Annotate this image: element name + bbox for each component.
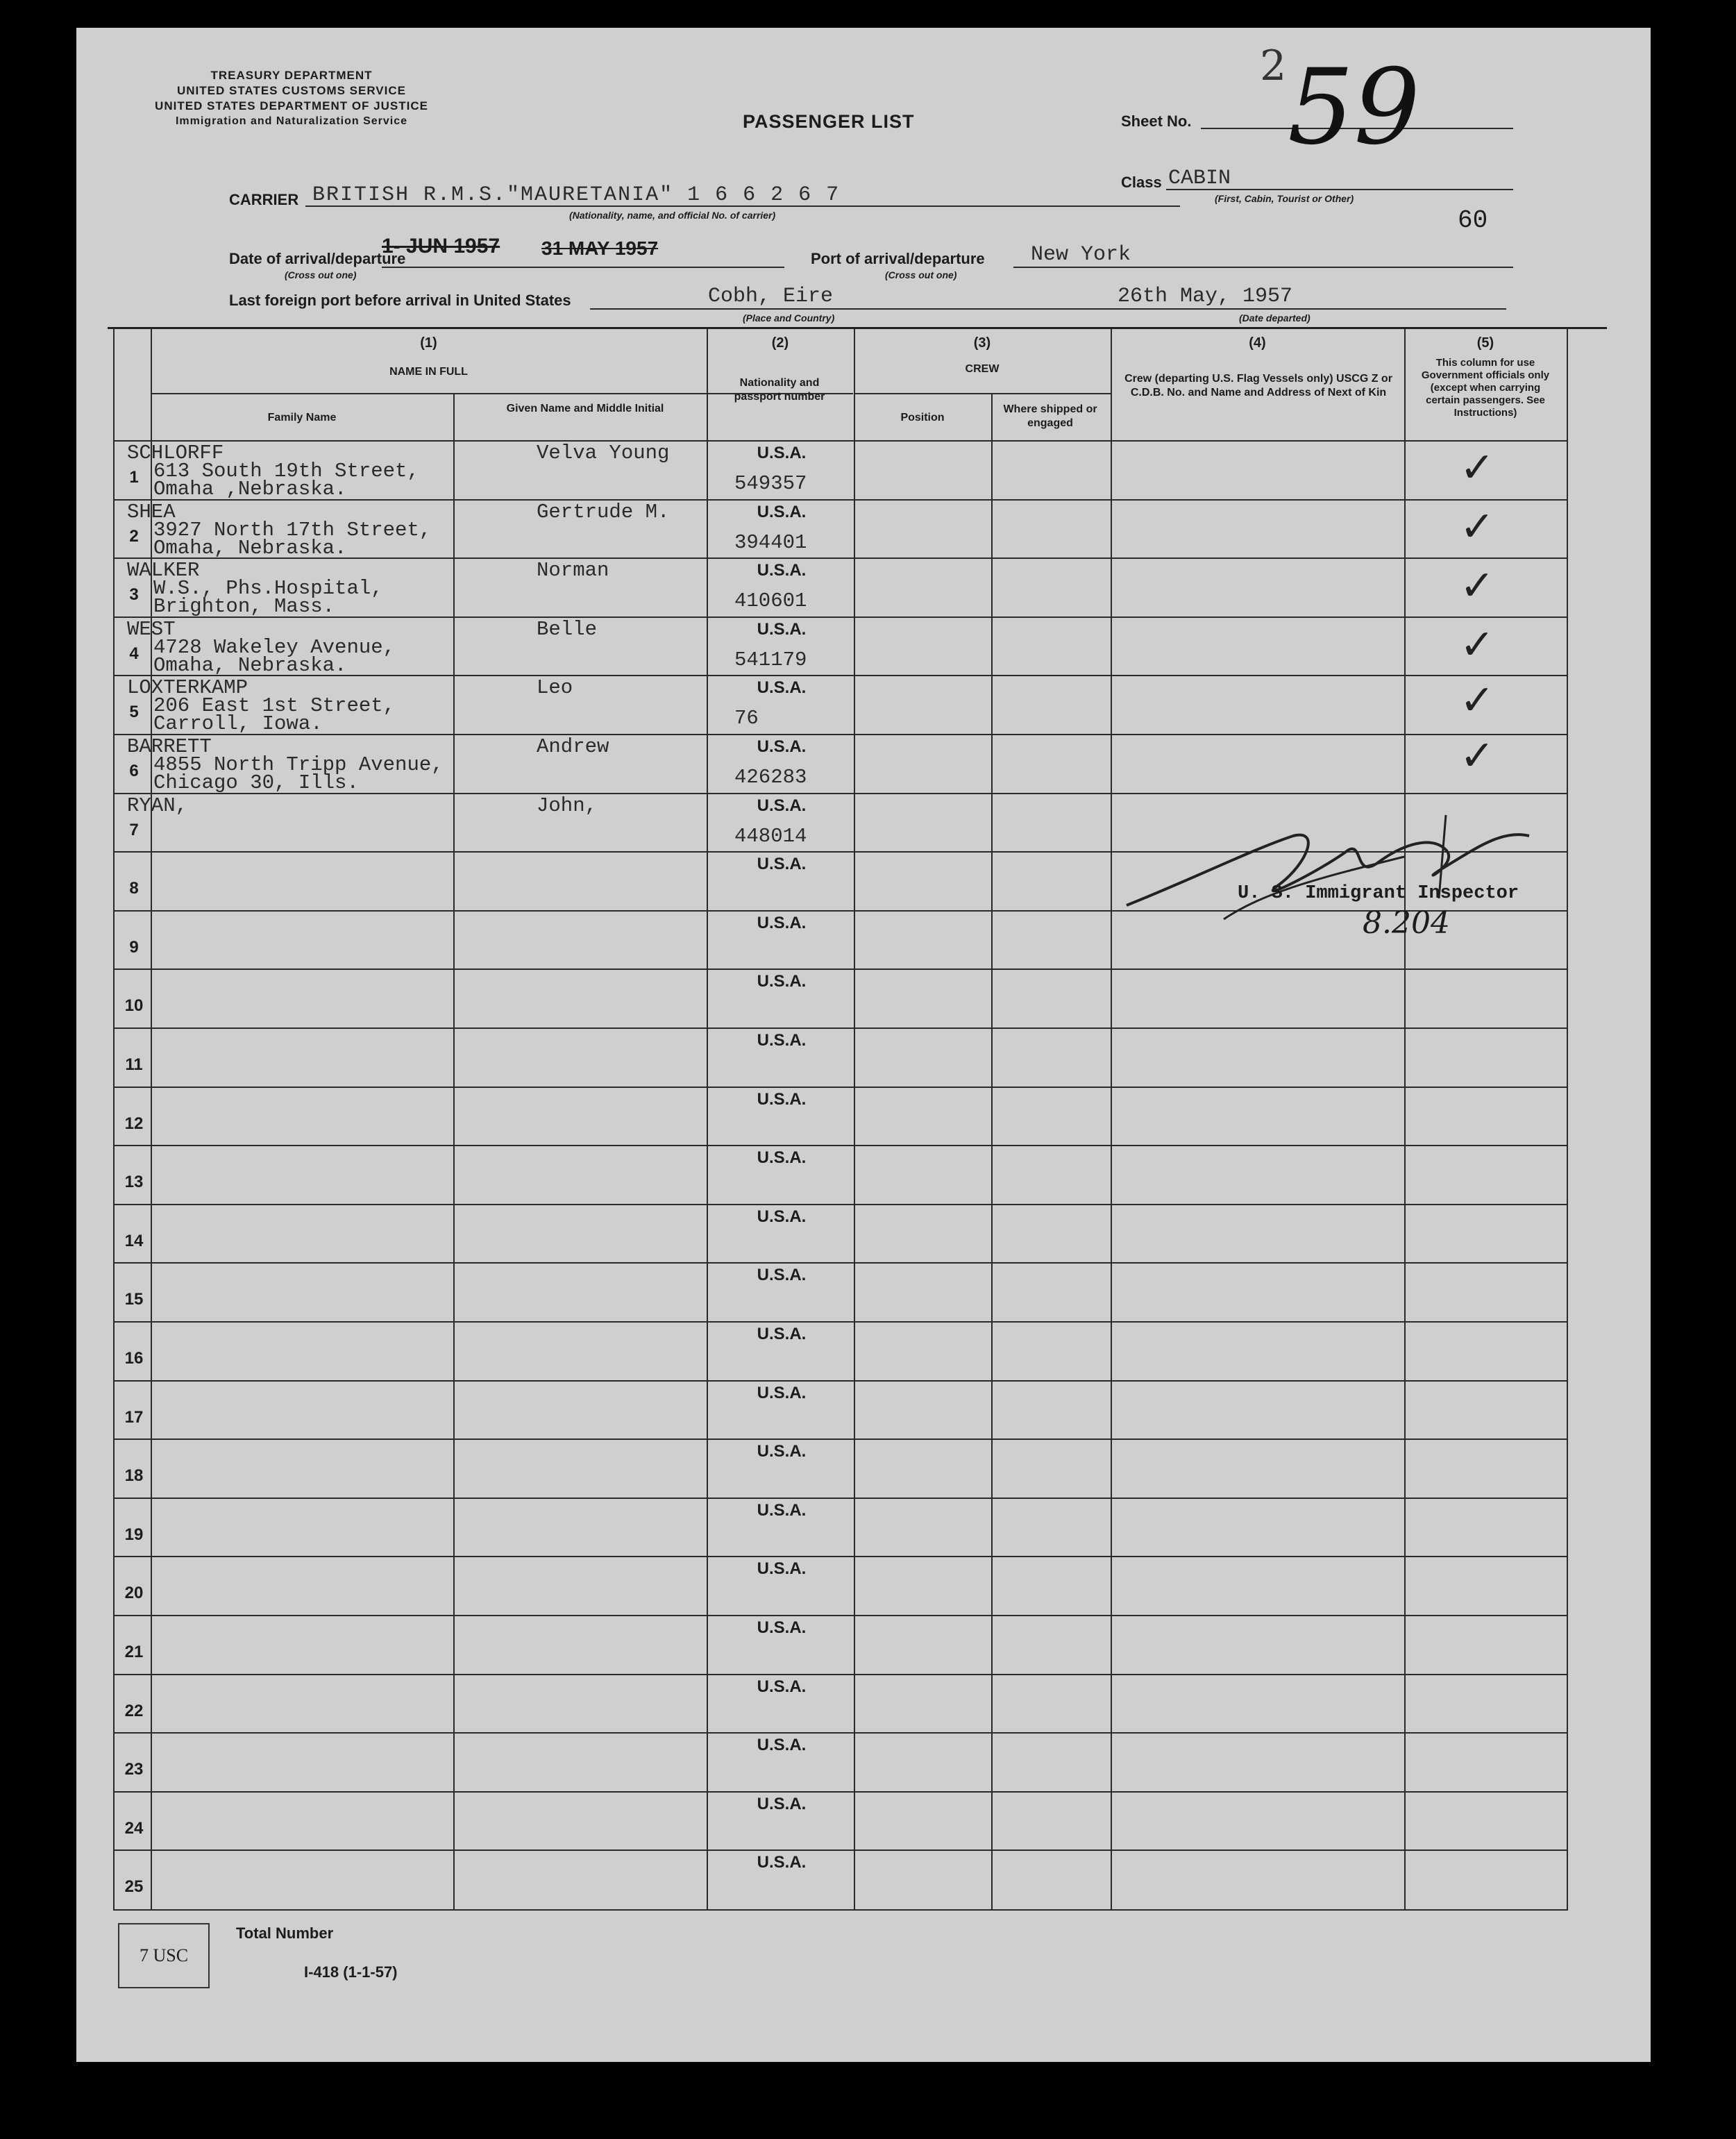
col5-number: (5) [1476,335,1494,351]
nationality-value: U.S.A. [757,619,807,639]
date-stamp-2: 31 MAY 1957 [541,237,659,259]
row-number: 7 [129,820,139,839]
row-number: 10 [124,996,144,1016]
inspector-title: U. S. Immigrant Inspector [1238,883,1519,904]
address-line-1: 4728 Wakeley Avenue, [153,635,396,659]
carrier-hint: (Nationality, name, and official No. of carrier) [569,210,776,221]
address-line-2: Omaha, Nebraska. [153,653,347,677]
row-number: 13 [124,1173,144,1192]
class-label: Class [1121,174,1162,191]
nationality-value: U.S.A. [757,1148,807,1168]
header-bottom-line [113,440,1568,442]
header-sub-line-crew [854,393,1111,394]
row-divider [113,1027,1568,1029]
check-mark-icon: ✓ [1460,503,1495,551]
nationality-value: U.S.A. [757,1442,807,1461]
col-div-family [453,393,455,1911]
nationality-value: U.S.A. [757,1736,807,1755]
row-number: 14 [124,1231,144,1250]
row-divider [113,1087,1568,1088]
row-number: 2 [129,526,139,546]
class-value: CABIN [1168,167,1231,190]
address-line-1: 4855 North Tripp Avenue, [153,753,444,776]
row-number: 17 [124,1407,144,1427]
page-number: 60 [1458,206,1488,235]
row-divider [113,793,1568,794]
class-underline [1166,189,1513,190]
form-number: I-418 (1-1-57) [304,1963,398,1981]
foreign-port-label: Last foreign port before arrival in United States [229,292,571,309]
row-number: 12 [124,1114,144,1133]
passport-number: 426283 [734,766,807,789]
address-line-2: Brighton, Mass. [153,595,335,619]
row-number: 3 [129,585,139,605]
row-divider [113,1438,1568,1440]
given-name: Andrew [537,735,609,758]
nationality-value: U.S.A. [757,972,807,991]
given-name: Norman [537,559,609,582]
nationality-heading: Nationality and passport number [734,377,825,403]
nationality-value: U.S.A. [757,1559,807,1579]
col4-number: (4) [1249,335,1266,351]
row-number: 6 [129,762,139,780]
passport-number: 76 [734,707,759,730]
row-divider [113,1321,1568,1323]
family-name: RYAN, [127,794,188,817]
given-name: Belle [537,617,598,641]
agency-line: UNITED STATES DEPARTMENT OF JUSTICE [155,99,428,112]
row-divider [113,1674,1568,1675]
address-line-2: Omaha, Nebraska. [153,536,347,560]
name-in-full-heading: NAME IN FULL [389,366,468,378]
foreign-port-hint: (Place and Country) [743,312,835,324]
nationality-value: U.S.A. [757,444,807,462]
given-name-heading: Given Name and Middle Initial [506,403,664,414]
row-divider [113,1556,1568,1557]
row-number: 20 [124,1584,144,1603]
carrier-value: BRITISH R.M.S."MAURETANIA" 1 6 6 2 6 7 [312,183,841,207]
row-divider [113,1732,1568,1734]
address-line-1: 206 East 1st Street, [153,694,396,718]
date-stamp-1: 1- JUN 1957 [382,235,500,258]
row-number: 24 [124,1818,144,1838]
address-line-1: 3927 North 17th Street, [153,518,432,542]
row-number: 15 [124,1290,144,1309]
nationality-value: U.S.A. [757,796,807,815]
row-divider [113,1791,1568,1793]
given-name: Gertrude M. [537,500,670,523]
col-div-position [991,393,993,1911]
nationality-value: U.S.A. [757,502,807,521]
foreign-port-underline [590,308,1131,310]
row-divider [113,1204,1568,1205]
family-name: WALKER [127,559,200,582]
row-number: 22 [124,1701,144,1720]
row-number: 19 [124,1525,144,1544]
nationality-value: U.S.A. [757,913,807,932]
position-heading: Position [900,412,945,423]
row-number: 25 [124,1877,144,1897]
nationality-value: U.S.A. [757,1031,807,1050]
row-number: 11 [125,1055,143,1074]
nationality-value: U.S.A. [757,561,807,580]
nationality-value: U.S.A. [757,1853,807,1872]
check-mark-icon: ✓ [1460,676,1495,725]
nationality-value: U.S.A. [757,678,807,698]
crew-note-heading: Crew (departing U.S. Flag Vessels only) USCG Z or C.D.B. No. and Name and Address of Next of Kin [1124,373,1392,399]
address-line-1: 613 South 19th Street, [153,460,419,483]
row-number: 1 [129,468,139,487]
nationality-value: U.S.A. [757,1383,807,1402]
row-divider [113,1498,1568,1499]
agency-line: UNITED STATES CUSTOMS SERVICE [176,84,406,97]
nationality-value: U.S.A. [757,1794,807,1813]
row-divider [113,499,1568,501]
given-name: Velva Young [537,442,670,464]
sheet-prefix: 2 [1260,42,1287,90]
row-number: 18 [124,1466,144,1486]
col1-number: (1) [420,335,437,351]
nationality-value: U.S.A. [757,1266,807,1285]
row-number: 9 [129,937,139,957]
passport-number: 448014 [734,824,807,848]
nationality-value: U.S.A. [757,1618,807,1637]
port-label: Port of arrival/departure [811,250,985,267]
passport-number: 541179 [734,648,807,671]
port-value: New York [1031,243,1131,267]
family-name: SHEA [127,500,176,523]
family-name: WEST [127,617,176,641]
address-line-2: Omaha ,Nebraska. [153,478,347,501]
carrier-label: CARRIER [229,191,299,208]
row-divider [113,1145,1568,1146]
inspector-signature [1113,808,1564,933]
row-number: 4 [129,644,139,663]
row-divider [113,557,1568,559]
total-number-label: Total Number [236,1924,334,1942]
port-hint: (Cross out one) [885,269,957,280]
nationality-value: U.S.A. [757,1089,807,1109]
table-border-bottom [113,1909,1568,1911]
row-divider [113,1849,1568,1851]
carrier-underline [305,205,1180,207]
date-departed-value: 26th May, 1957 [1118,285,1293,308]
check-mark-icon: ✓ [1460,444,1495,492]
check-mark-icon: ✓ [1460,732,1495,780]
sheet-number: 59 [1288,47,1420,168]
row-number: 21 [124,1643,144,1661]
date-hint: (Cross out one) [285,269,357,280]
nationality-value: U.S.A. [757,1677,807,1696]
row-number: 5 [129,703,139,722]
address-line-2: Chicago 30, Ills. [153,771,359,794]
date-departed-underline [1076,308,1506,310]
row-number: 16 [124,1349,144,1368]
passenger-table [113,329,1568,1911]
col3-number: (3) [973,335,991,351]
class-hint: (First, Cabin, Tourist or Other) [1215,193,1354,204]
stamp-text: 7 USC [139,1945,189,1965]
row-divider [113,1380,1568,1382]
stamp-box [118,1923,210,1988]
agency-line: Immigration and Naturalization Service [175,115,408,127]
nationality-value: U.S.A. [757,855,807,874]
row-divider [113,734,1568,735]
address-line-1: W.S., Phs.Hospital, [153,577,383,601]
nationality-value: U.S.A. [757,1500,807,1520]
inspector-number: 8.204 [1363,905,1450,941]
row-number: 8 [129,879,139,898]
gov-note-heading: This column for use Government officials only (except when carrying certain passengers. See Instructions) [1421,357,1550,419]
check-mark-icon: ✓ [1460,562,1495,610]
given-name: Leo [537,676,573,700]
port-underline [1013,267,1513,268]
crew-heading: CREW [965,363,1000,375]
date-label: Date of arrival/departure [229,250,406,267]
date-underline [382,267,784,268]
row-number: 23 [124,1760,144,1779]
date-departed-hint: (Date departed) [1239,312,1311,324]
given-name: John, [537,794,598,817]
row-divider [113,1615,1568,1616]
page-title: PASSENGER LIST [743,111,915,132]
nationality-value: U.S.A. [757,1325,807,1343]
row-divider [113,1262,1568,1264]
passport-number: 549357 [734,472,807,495]
passport-number: 410601 [734,589,807,613]
row-divider [113,968,1568,970]
where-shipped-heading: Where shipped or engaged [1003,403,1097,429]
sheet-label: Sheet No. [1121,112,1192,130]
agency-block [128,68,455,129]
family-name: SCHLORFF [127,442,224,464]
check-mark-icon: ✓ [1460,621,1495,669]
family-name: LOXTERKAMP [127,676,248,700]
row-divider [113,675,1568,676]
passport-number: 394401 [734,530,807,554]
col2-number: (2) [771,335,789,351]
address-line-2: Carroll, Iowa. [153,712,323,736]
family-name-heading: Family Name [267,412,337,423]
foreign-port-value: Cobh, Eire [708,285,834,308]
nationality-value: U.S.A. [757,737,807,756]
family-name: BARRETT [127,735,212,758]
nationality-value: U.S.A. [757,1207,807,1226]
agency-line: TREASURY DEPARTMENT [210,69,373,82]
row-divider [113,616,1568,618]
